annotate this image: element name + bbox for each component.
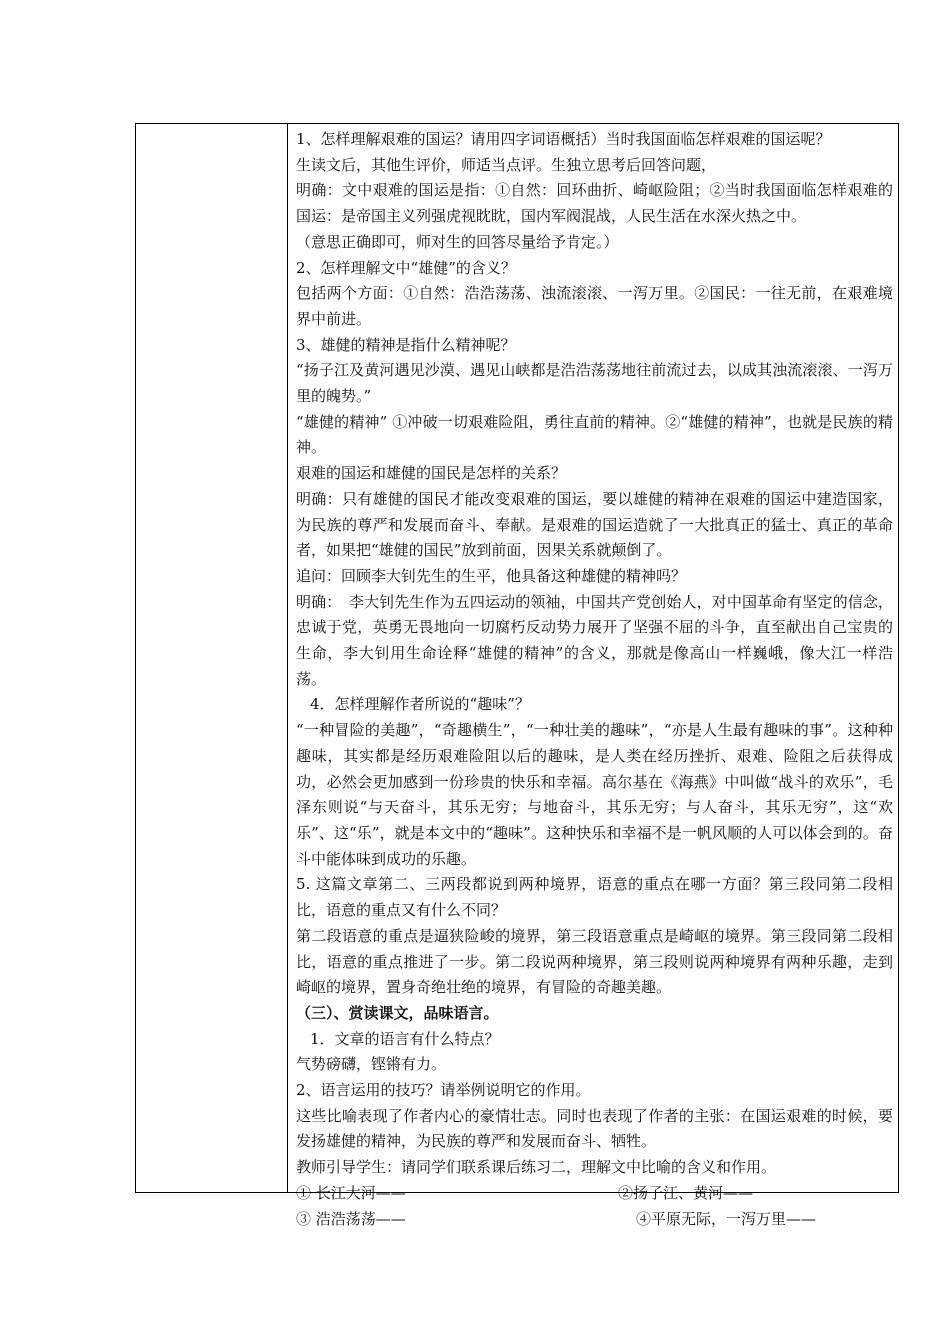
answer-paragraph: 这些比喻表现了作者内心的豪情壮志。同时也表现了作者的主张：在国运艰难的时候，要发扬雄健的精神，为民族的尊严和发展而奋斗、牺牲。: [296, 1106, 893, 1151]
answer-paragraph: 明确： 李大钊先生作为五四运动的领袖，中国共产党创始人，对中国革命有坚定的信念，忠诚于党，英勇无畏地向一切腐朽反动势力展开了坚强不屈的斗争，直至献出自己宝贵的生命，李大钊用生命诠释“雄健的精神”的含义，那就是像高山一样巍峨，像大江一样浩荡。: [296, 592, 893, 688]
question-5: 5. 这篇文章第二、三两段都说到两种境界，语意的重点在哪一方面？第三段同第二段相比，语意的重点又有什么不同？: [296, 875, 893, 920]
paragraph: 生读文后，其他生评价，师适当点评。生独立思考后回答问题，: [296, 155, 717, 174]
metaphor-item: ③ 浩浩荡荡——: [296, 1209, 406, 1228]
question-3: 3、雄健的精神是指什么精神呢？: [296, 335, 516, 354]
teacher-guidance: 教师引导学生：请同学们联系课后练习二，理解文中比喻的含义和作用。: [296, 1158, 777, 1177]
lesson-table: [135, 123, 899, 1228]
metaphor-row-2: [296, 1207, 893, 1233]
answer-paragraph: 包括两个方面：①自然：浩浩荡荡、浊流滚滚、一泻万里。②国民：一往无前，在艰难境界中前进。: [296, 284, 893, 328]
answer-paragraph: 明确：文中艰难的国运是指：①自然：回环曲折、崎岖险阻；②当时我国面临怎样艰难的国运：是帝国主义列强虎视眈眈，国内军阀混战，人民生活在水深火热之中。: [296, 181, 893, 226]
section-heading: （三）、赏读课文，品味语言。: [296, 1003, 499, 1022]
metaphor-item: ②扬子江、黄河——: [618, 1183, 754, 1202]
answer-paragraph: 气势磅礴，铿锵有力。: [296, 1055, 447, 1074]
answer-paragraph: “一种冒险的美趣”，“奇趣横生”，“一种壮美的趣味”，“亦是人生最有趣味的事”。这种种趣味，其实都是经历艰难险阻以后的趣味，是人类在经历挫折、艰难、险阻之后获得成功，必然会更加感到一份珍贵的快乐和幸福。高尔基在《海燕》中叫做“战斗的欢乐”，毛泽东则说“与天奋斗，其乐无穷；与地奋斗，其乐无穷；与人奋斗，其乐无穷”，这“欢乐”、这“乐”，就是本文中的“趣味”。这种快乐和幸福不是一帆风顺的人可以体会到的。奋斗中能体味到成功的乐趣。: [296, 721, 893, 868]
metaphor-item: ① 长江大河——: [296, 1183, 406, 1202]
metaphor-row-1: [296, 1181, 893, 1207]
metaphor-item: ④平原无际，一泻万里——: [636, 1209, 817, 1228]
language-question-2: 2、语言运用的技巧？请举例说明它的作用。: [296, 1081, 591, 1100]
question: 艰难的国运和雄健的国民是怎样的关系？: [296, 464, 567, 483]
paragraph: （意思正确即可，师对生的回答尽量给予肯定。）: [296, 232, 619, 251]
quote-paragraph: “扬子江及黄河遇见沙漠、遇见山峡都是浩浩荡荡地往前流过去，以成其浊流滚滚、一泻万里的魄势。”: [296, 361, 893, 406]
question-4: 4．怎样理解作者所说的“趣味”？: [310, 695, 530, 714]
question-2: 2、怎样理解文中“雄健”的含义？: [296, 258, 516, 277]
table-left-column: [136, 124, 288, 1192]
language-question-1: 1．文章的语言有什么特点？: [310, 1029, 500, 1048]
table-content-column: [288, 124, 898, 1228]
follow-up-question: 追问：回顾李大钊先生的生平，他具备这种雄健的精神吗？: [296, 566, 687, 585]
answer-paragraph: 明确：只有雄健的国民才能改变艰难的国运，要以雄健的精神在艰难的国运中建造国家，为民族的尊严和发展而奋斗、奉献。是艰难的国运造就了一大批真正的猛士、真正的革命者，如果把“雄健的国民”放到前面，因果关系就颠倒了。: [296, 489, 893, 560]
answer-paragraph: “雄健的精神” ①冲破一切艰难险阻，勇往直前的精神。②“雄健的精神”，也就是民族的精神。: [296, 412, 893, 457]
question-1: 1、怎样理解艰难的国运？请用四字词语概括）当时我国面临怎样艰难的国运呢？: [296, 130, 831, 148]
answer-paragraph: 第二段语意的重点是逼狭险峻的境界，第三段语意重点是崎岖的境界。第三段同第二段相比，语意的重点推进了一步。第二段说两种境界，第三段则说两种境界有两种乐趣，走到崎岖的境界，置身奇绝壮绝的境界，有冒险的奇趣美趣。: [296, 926, 893, 997]
